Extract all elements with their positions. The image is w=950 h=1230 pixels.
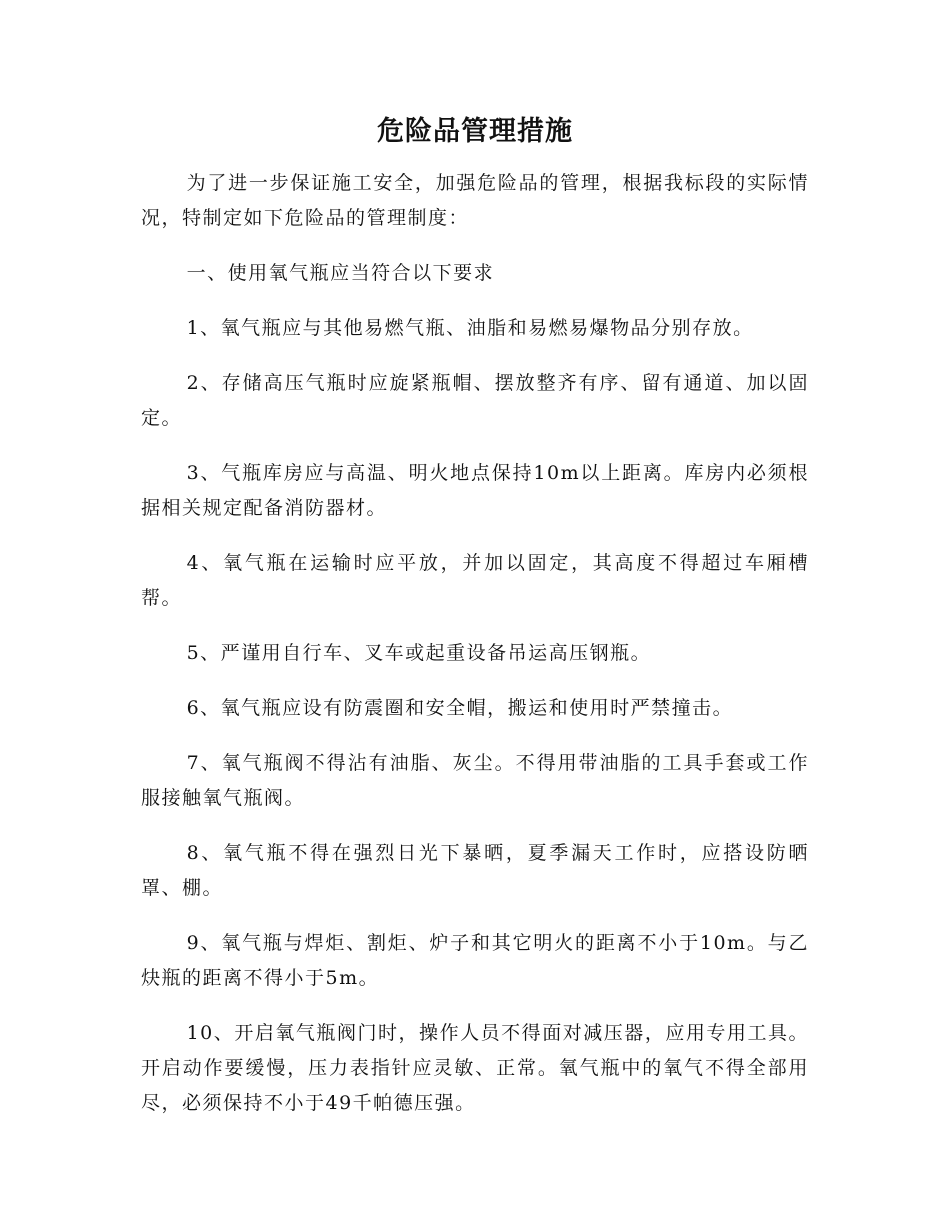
rule-item-1: 1、氧气瓶应与其他易燃气瓶、油脂和易燃易爆物品分别存放。 [186, 317, 754, 339]
section-heading: 一、使用氧气瓶应当符合以下要求 [186, 262, 495, 284]
intro-paragraph: 为了进一步保证施工安全，加强危险品的管理，根据我标段的实际情况，特制定如下危险品的管理制度： [141, 172, 809, 229]
document-body [141, 166, 809, 1141]
rule-item-9: 9、氧气瓶与焊炬、割炬、炉子和其它明火的距离不小于10m。与乙炔瓶的距离不得小于5m。 [141, 932, 809, 989]
rule-item-5: 5、严谨用自行车、叉车或起重设备吊运高压钢瓶。 [186, 642, 652, 664]
document-title: 危险品管理措施 [377, 116, 573, 147]
rule-item-8: 8、氧气瓶不得在强烈日光下暴晒，夏季漏天工作时，应搭设防晒罩、棚。 [141, 842, 809, 899]
rule-item-10: 10、开启氧气瓶阀门时，操作人员不得面对减压器，应用专用工具。开启动作要缓慢，压力表指针应灵敏、正常。氧气瓶中的氧气不得全部用尽，必须保持不小于49千帕德压强。 [141, 1022, 809, 1114]
rule-item-2: 2、存储高压气瓶时应旋紧瓶帽、摆放整齐有序、留有通道、加以固定。 [141, 372, 809, 429]
rule-item-3: 3、气瓶库房应与高温、明火地点保持10m以上距离。库房内必须根据相关规定配备消防器材。 [141, 462, 809, 519]
rule-item-6: 6、氧气瓶应设有防震圈和安全帽，搬运和使用时严禁撞击。 [186, 697, 734, 719]
rule-item-4: 4、氧气瓶在运输时应平放，并加以固定，其高度不得超过车厢槽帮。 [141, 552, 809, 609]
rule-item-7: 7、氧气瓶阀不得沾有油脂、灰尘。不得用带油脂的工具手套或工作服接触氧气瓶阀。 [141, 752, 809, 809]
